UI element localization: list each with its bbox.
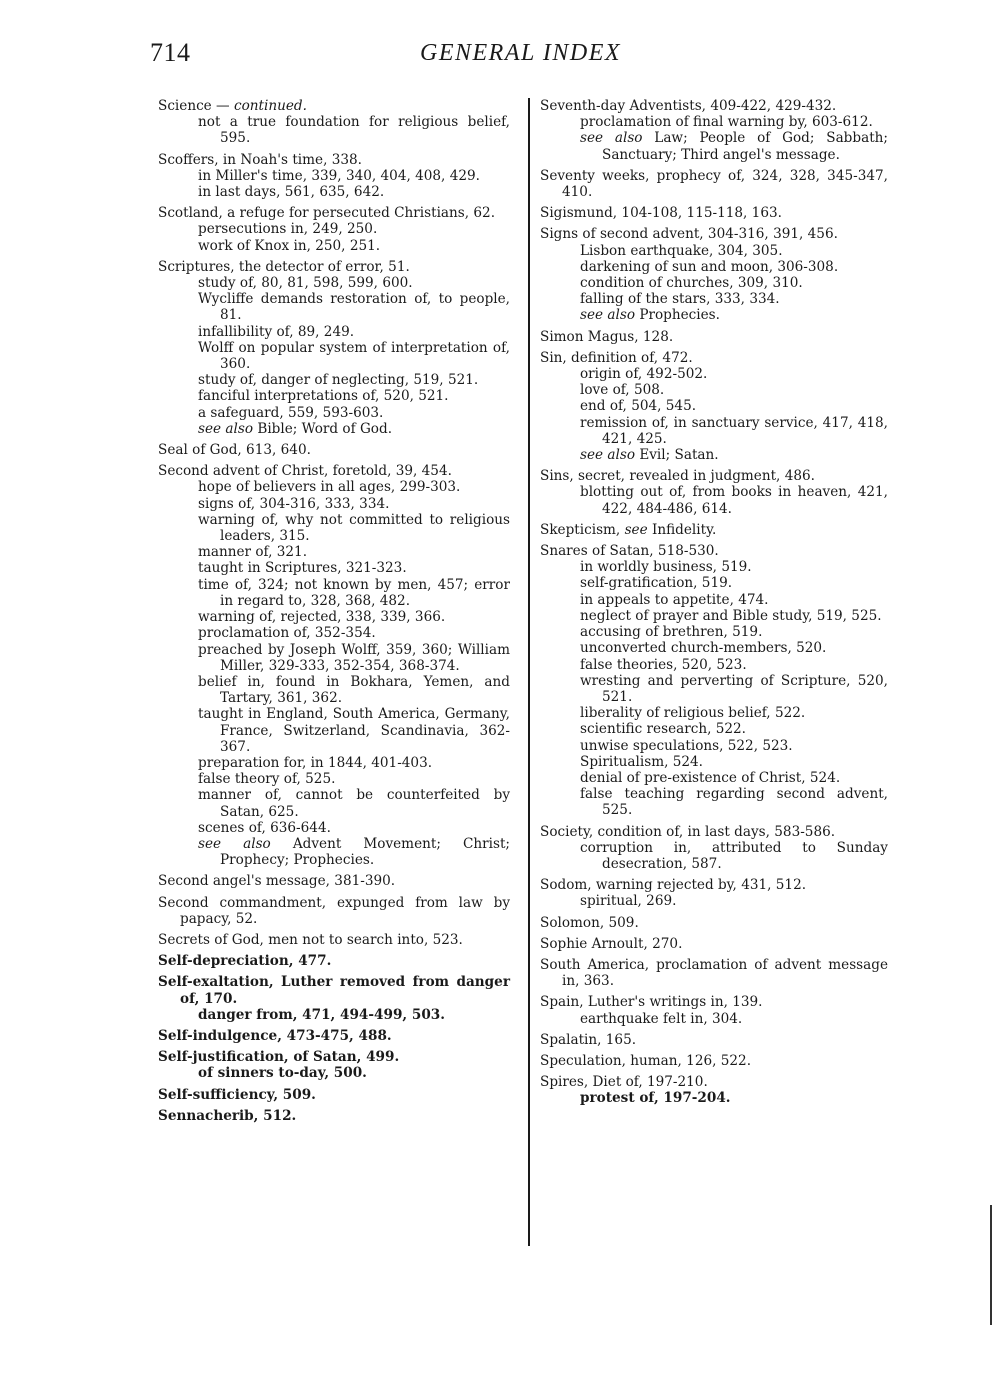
index-subentry: not a true foundation for religious belief, 595. [198,114,515,147]
index-heading [540,915,888,931]
index-entry [540,956,893,990]
see-also-label: see also [580,447,635,464]
index-heading [540,994,888,1010]
see-also-targets: Evil; Satan. [639,447,719,464]
index-heading [540,468,888,484]
index-subentry: in appeals to appetite, 474. [580,591,769,608]
heading-text: Scotland, a refuge for persecuted Christians, 62. [158,205,496,222]
index-entry [540,936,888,952]
index-subentry: wresting and perverting of Scripture, 520, 521. [580,672,893,705]
heading-text: Seventy weeks, prophecy of, 324, 328, 345-347, 410. [540,167,893,201]
index-entry [158,894,515,927]
index-heading [158,442,510,458]
index-subentry: scenes of, 636-644. [198,819,331,836]
heading-text: Spires, Diet of, 197-210. [540,1074,708,1091]
heading-text: Self-exaltation, Luther removed from danger of, 170. [158,974,515,1007]
index-heading [158,1028,510,1044]
index-subentry: corruption in, attributed to Sunday desecration, 587. [580,839,893,872]
index-subentry: love of, 508. [580,382,665,399]
index-heading [540,98,888,114]
index-subentry: preparation for, in 1844, 401-403. [198,754,433,771]
index-column-left [158,98,515,1129]
heading-text: Spalatin, 165. [540,1031,637,1048]
index-subentry: proclamation of final warning by, 603-612. [580,114,873,131]
index-entry [540,205,888,221]
index-subentry: time of, 324; not known by men, 457; error in regard to, 328, 368, 482. [198,576,515,609]
index-subentry: Wycliffe demands restoration of, to people, 81. [198,291,515,324]
index-heading [158,205,510,221]
index-heading [540,1074,888,1090]
index-entry [540,329,888,345]
index-entry [540,1032,888,1048]
index-heading [540,1053,888,1069]
index-entry [540,468,893,517]
index-subentry: unconverted church-members, 520. [580,640,827,657]
heading-text: Self-sufficiency, 509. [158,1086,316,1103]
index-subentry: protest of, 197-204. [580,1090,731,1107]
heading-text: Seventh-day Adventists, 409-422, 429-432. [540,98,837,114]
index-heading [540,936,888,952]
page-number: 714 [150,38,191,67]
index-subentry: warning of, rejected, 338, 339, 366. [198,609,446,626]
index-subentry: work of Knox in, 250, 251. [198,237,381,254]
index-heading [158,152,510,168]
index-subentry: falling of the stars, 333, 334. [580,291,780,308]
heading-text: Scoffers, in Noah's time, 338. [158,151,362,168]
index-subentry: false teaching regarding second advent, 525. [580,786,893,819]
see-also-reference [158,835,515,869]
see-also-targets: Bible; Word of God. [257,420,393,437]
index-heading [158,98,510,114]
see-also-label: see also [580,130,643,147]
index-entry [540,1074,888,1106]
index-heading [540,205,888,221]
index-subentry: persecutions in, 249, 250. [198,221,378,238]
index-heading [540,824,888,840]
heading-text: Second commandment, expunged from law by papacy, 52. [158,894,515,927]
index-subentry: in worldly business, 519. [580,559,752,576]
index-heading [158,1108,510,1124]
heading-text: Sophie Arnoult, 270. [540,935,683,952]
index-subentry: Lisbon earthquake, 304, 305. [580,242,783,259]
see-also-reference [540,447,888,463]
heading-text: Second advent of Christ, foretold, 39, 454. [158,463,452,480]
index-entry [540,167,893,201]
see-also-label: see also [580,307,635,324]
index-heading [158,259,510,275]
index-subentry: fanciful interpretations of, 520, 521. [198,388,449,405]
index-heading [540,956,893,990]
index-heading [158,463,510,479]
index-subentry: study of, danger of neglecting, 519, 521. [198,372,479,389]
index-heading [158,974,515,1007]
index-subentry: end of, 504, 545. [580,398,697,415]
heading-emphasis: see [624,521,648,538]
heading-text: Signs of second advent, 304-316, 391, 456. [540,226,838,243]
heading-text: Society, condition of, in last days, 583-586. [540,823,836,840]
index-subentry: scientific research, 522. [580,721,746,738]
index-subentry: belief in, found in Bokhara, Yemen, and Tartary, 361, 362. [198,673,515,707]
heading-text: Sins, secret, revealed in judgment, 486. [540,468,815,485]
index-entry [540,823,893,873]
heading-text: Secrets of God, men not to search into, 523. [158,931,463,948]
index-entry [158,1028,510,1044]
index-entry [158,953,510,969]
index-entry [540,98,893,163]
index-subentry: infallibility of, 89, 249. [198,323,355,340]
index-subentry: taught in England, South America, Germany, France, Switzerland, Scandinavia, 362-367. [198,706,515,755]
index-subentry: neglect of prayer and Bible study, 519, 525. [580,607,882,624]
index-entry [158,442,510,458]
index-heading [158,953,510,969]
index-entry [540,994,888,1026]
index-entry [540,522,888,538]
index-subentry: accusing of brethren, 519. [580,624,763,641]
heading-text: Self-depreciation, 477. [158,953,332,970]
index-subentry: condition of churches, 309, 310. [580,275,803,292]
index-heading [158,1087,510,1103]
index-entry [158,1108,510,1124]
page-title: GENERAL INDEX [420,40,622,66]
see-also-reference [540,130,893,163]
index-entry [158,98,515,147]
index-subentry: spiritual, 269. [580,893,677,910]
index-subentry: danger from, 471, 494-499, 503. [198,1006,445,1023]
index-subentry: unwise speculations, 522, 523. [580,737,793,754]
index-subentry: hope of believers in all ages, 299-303. [198,479,461,496]
index-subentry: study of, 80, 81, 598, 599, 600. [198,275,413,292]
index-heading [158,894,515,927]
index-subentry: origin of, 492-502. [580,366,708,383]
index-entry [540,226,888,323]
heading-text: Snares of Satan, 518-530. [540,543,719,560]
index-subentry: preached by Joseph Wolff, 359, 360; William Miller, 329-333, 352-354, 368-374. [198,641,515,674]
index-entry [158,152,510,201]
index-heading [540,226,888,242]
heading-text: Sennacherib, 512. [158,1107,297,1124]
index-subentry: of sinners to-day, 500. [198,1065,367,1082]
scan-edge-mark [990,1205,992,1325]
index-heading [540,877,888,893]
index-subentry: darkening of sun and moon, 306-308. [580,258,839,275]
see-also-targets: Law; People of God; Sabbath; Sanctuary; Third angel's message. [602,130,893,163]
index-subentry: manner of, cannot be counterfeited by Satan, 625. [198,787,515,820]
index-entry [158,974,515,1023]
index-heading [158,932,510,948]
heading-text: Scriptures, the detector of error, 51. [158,258,410,275]
see-also-targets: Advent Movement; Christ; Prophecy; Prophecies. [220,835,515,869]
index-subentry: warning of, why not committed to religious leaders, 315. [198,511,515,545]
heading-tail: Infidelity. [647,521,717,538]
index-subentry: false theory of, 525. [198,771,336,788]
heading-text: Spain, Luther's writings in, 139. [540,994,763,1011]
index-entry [540,915,888,931]
index-subentry: in Miller's time, 339, 340, 404, 408, 429. [198,167,480,184]
heading-text: Self-indulgence, 473-475, 488. [158,1027,392,1044]
see-also-label: see also [198,420,253,437]
index-subentry: in last days, 561, 635, 642. [198,184,385,201]
heading-text: Speculation, human, 126, 522. [540,1052,752,1069]
index-entry [540,543,893,819]
heading-text: Skepticism, [540,521,625,538]
index-heading [540,543,888,559]
index-subentry: false theories, 520, 523. [580,656,747,673]
heading-text: South America, proclamation of advent message in, 363. [540,956,893,990]
index-heading [540,350,888,366]
see-also-label: see also [198,835,271,852]
heading-text: Science — [158,98,234,114]
index-subentry: liberality of religious belief, 522. [580,705,806,722]
index-subentry: a safeguard, 559, 593-603. [198,404,384,421]
heading-text: Self-justification, of Satan, 499. [158,1049,400,1066]
index-subentry: Spiritualism, 524. [580,753,704,770]
heading-text: Seal of God, 613, 640. [158,442,311,459]
index-column-right [540,98,893,1112]
index-subentry: proclamation of, 352-354. [198,625,376,642]
index-subentry: remission of, in sanctuary service, 417, 418, 421, 425. [580,414,893,447]
heading-text: Sodom, warning rejected by, 431, 512. [540,877,807,894]
heading-text: Sin, definition of, 472. [540,349,693,366]
index-subentry: Wolff on popular system of interpretation of, 360. [198,339,515,373]
index-entry [540,877,888,909]
index-entry [158,1087,510,1103]
index-heading [540,522,888,538]
column-divider [528,98,530,1246]
heading-text: Second angel's message, 381-390. [158,873,396,890]
index-heading [158,873,510,889]
index-entry [158,932,510,948]
see-also-reference [540,307,888,323]
index-subentry: denial of pre-existence of Christ, 524. [580,769,841,786]
index-heading [540,167,893,201]
index-entry [158,463,515,869]
index-heading [158,1049,510,1065]
index-subentry: signs of, 304-316, 333, 334. [198,495,390,512]
index-subentry: self-gratification, 519. [580,575,733,592]
index-entry [158,205,510,254]
index-subentry: blotting out of, from books in heaven, 421, 422, 484-486, 614. [580,484,893,517]
index-heading [540,1032,888,1048]
index-entry [158,873,510,889]
see-also-targets: Prophecies. [639,307,720,324]
heading-text: Sigismund, 104-108, 115-118, 163. [540,205,782,222]
see-also-reference [158,421,510,437]
heading-text: Solomon, 509. [540,914,639,931]
index-entry [540,1053,888,1069]
index-entry [540,349,893,464]
index-subentry: earthquake felt in, 304. [580,1010,743,1027]
index-entry [158,1049,510,1081]
heading-emphasis: continued. [233,98,307,114]
heading-text: Simon Magus, 128. [540,328,674,345]
index-heading [540,329,888,345]
index-subentry: taught in Scriptures, 321-323. [198,560,407,577]
index-subentry: manner of, 321. [198,544,308,561]
index-entry [158,258,515,437]
